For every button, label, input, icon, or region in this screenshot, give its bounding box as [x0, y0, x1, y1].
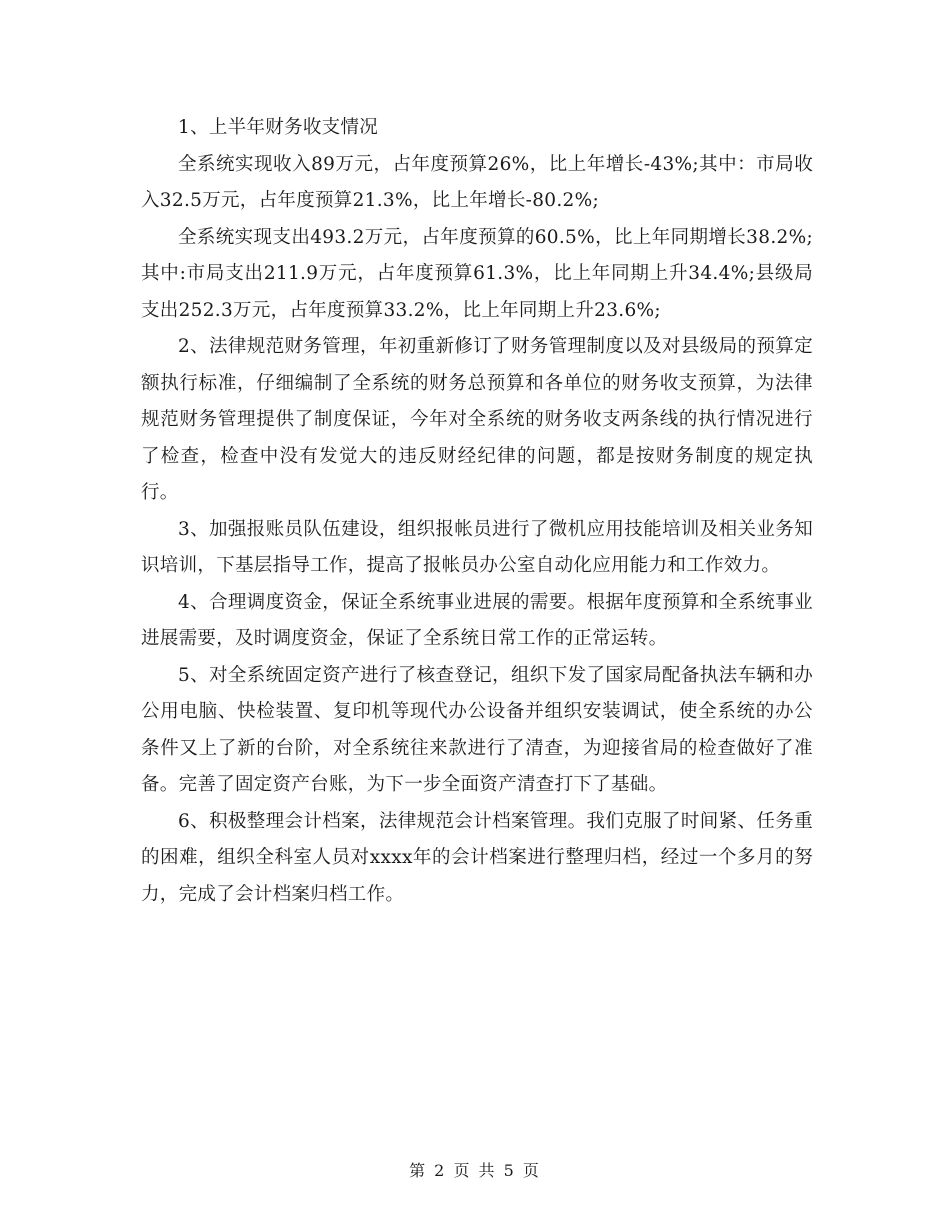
paragraph-item-2: 2、法律规范财务管理，年初重新修订了财务管理制度以及对县级局的预算定额执行标准，仔细编制了全系统的财务总预算和各单位的财务收支预算，为法律规范财务管理提供了制度保证，今年对全系统的财务收支两条线的执行情况进行了检查，检查中没有发觉大的违反财经纪律的问题，都是按财务制度的规定执行。 [141, 336, 813, 503]
paragraph-item-4: 4、合理调度资金，保证全系统事业进展的需要。根据年度预算和全系统事业进展需要，及时调度资金，保证了全系统日常工作的正常运转。 [141, 591, 813, 649]
document-body [141, 110, 813, 913]
section-heading-1: 1、上半年财务收支情况 [178, 117, 379, 138]
paragraph-item-3: 3、加强报账员队伍建设，组织报帐员进行了微机应用技能培训及相关业务知识培训，下基层指导工作，提高了报帐员办公室自动化应用能力和工作效力。 [141, 518, 813, 576]
paragraph-item-5: 5、对全系统固定资产进行了核查登记，组织下发了国家局配备执法车辆和办公用电脑、快检装置、复印机等现代办公设备并组织安装调试，使全系统的办公条件又上了新的台阶，对全系统往来款进行了清查，为迎接省局的检查做好了准备。完善了固定资产台账，为下一步全面资产清查打下了基础。 [141, 664, 813, 795]
paragraph-income: 全系统实现收入89万元，占年度预算26%，比上年增长-43%;其中：市局收入32.5万元，占年度预算21.3%，比上年增长-80.2%; [141, 153, 813, 211]
paragraph-expenditure: 全系统实现支出493.2万元，占年度预算的60.5%，比上年同期增长38.2%;其中:市局支出211.9万元，占年度预算61.3%，比上年同期上升34.4%;县级局支出252.3万元，占年度预算33.2%，比上年同期上升23.6%; [141, 226, 813, 321]
paragraph-item-6: 6、积极整理会计档案，法律规范会计档案管理。我们克服了时间紧、任务重的困难，组织全科室人员对xxxx年的会计档案进行整理归档，经过一个多月的努力，完成了会计档案归档工作。 [141, 810, 813, 905]
page-number-footer: 第 2 页 共 5 页 [409, 1161, 541, 1180]
